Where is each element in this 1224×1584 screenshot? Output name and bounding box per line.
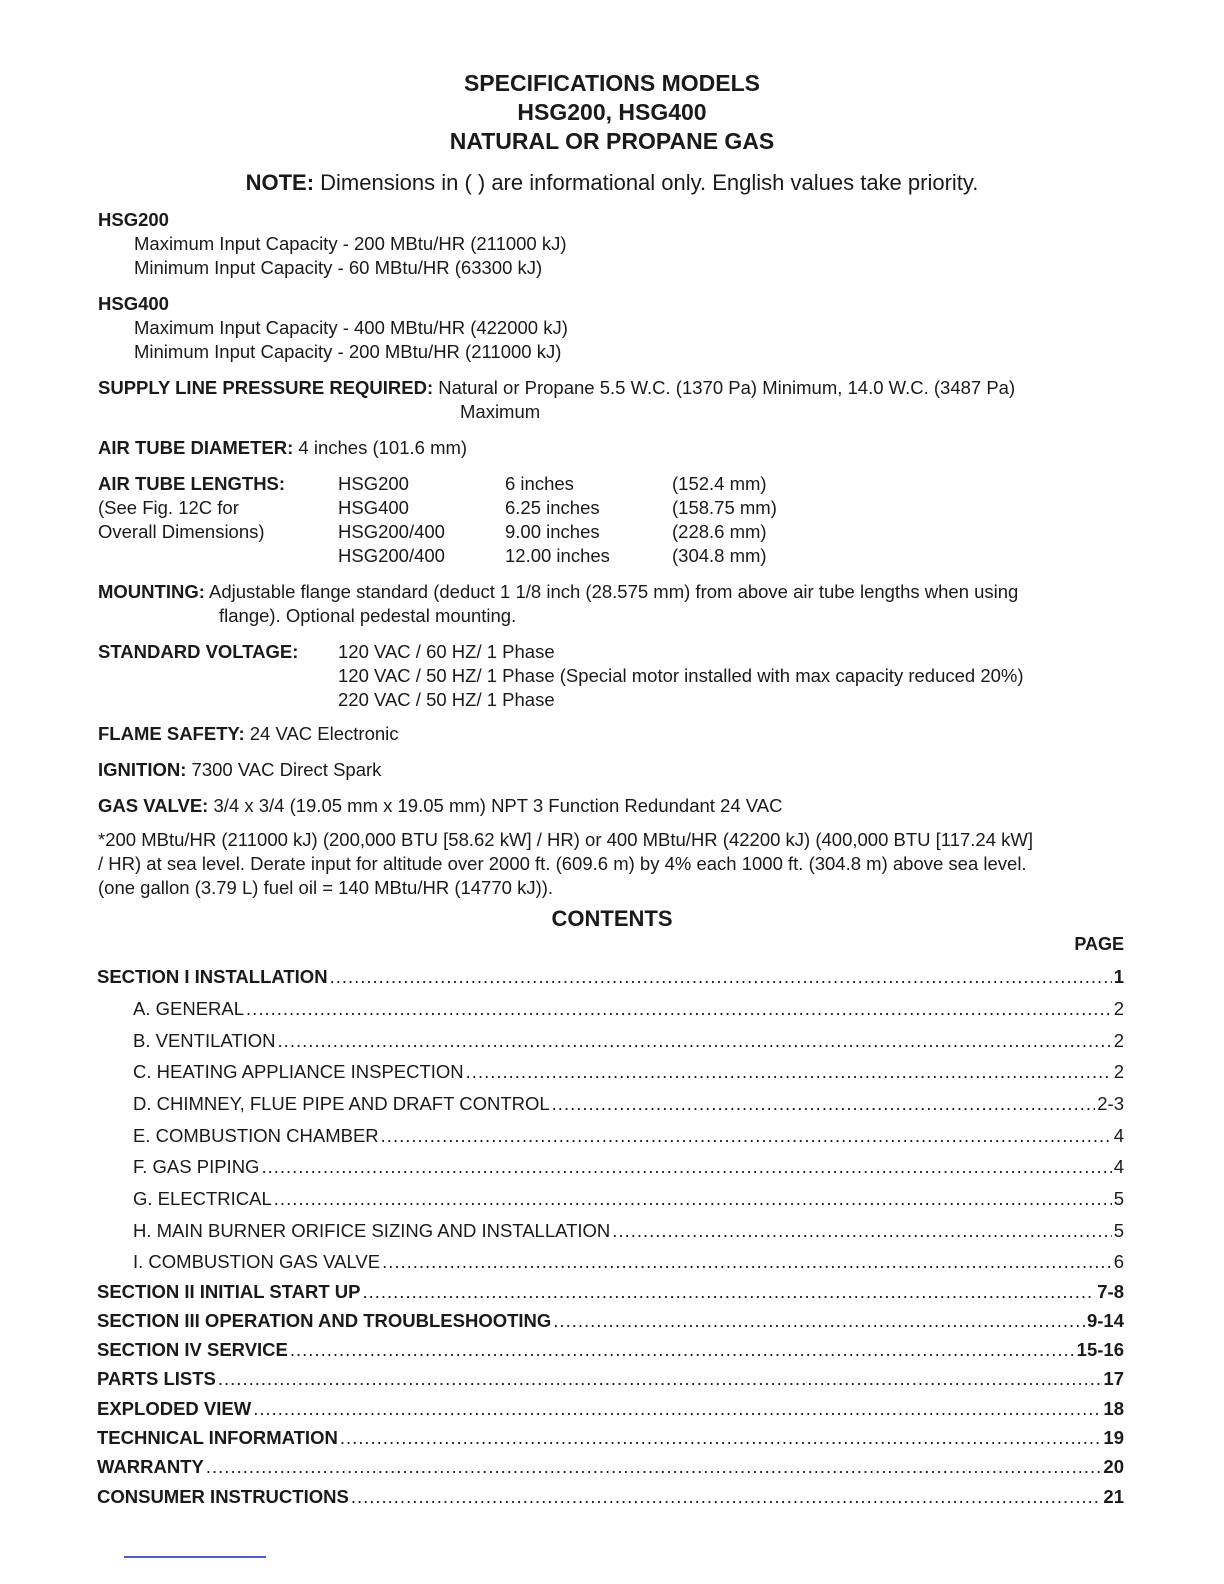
toc-leader-dots — [362, 1280, 1095, 1304]
toc-label: PARTS LISTS — [97, 1368, 216, 1389]
gas-valve-label: GAS VALVE: — [98, 795, 209, 816]
toc-entry[interactable] — [133, 1060, 1124, 1084]
air-length-model: HSG200 — [338, 473, 409, 494]
toc-leader-dots — [553, 1309, 1085, 1333]
page-column-header: PAGE — [1074, 934, 1124, 954]
air-length-value: 12.00 inches — [505, 545, 610, 566]
toc-entry[interactable] — [133, 1219, 1124, 1243]
air-length-model: HSG400 — [338, 497, 409, 518]
air-lengths-label: AIR TUBE LENGTHS: — [98, 473, 286, 494]
gas-valve-value: 3/4 x 3/4 (19.05 mm x 19.05 mm) NPT 3 Function Redundant 24 VAC — [213, 795, 783, 816]
toc-leader-dots — [612, 1219, 1111, 1243]
footer-rule — [124, 1556, 266, 1558]
air-length-model: HSG200/400 — [338, 545, 445, 566]
toc-page-number: 9-14 — [1086, 1310, 1124, 1331]
air-diameter-label: AIR TUBE DIAMETER: — [98, 437, 294, 458]
voltage-line: 120 VAC / 60 HZ/ 1 Phase — [338, 641, 555, 662]
mounting-line-2: flange). Optional pedestal mounting. — [219, 605, 517, 626]
air-length-metric: (158.75 mm) — [672, 497, 777, 518]
toc-label: H. MAIN BURNER ORIFICE SIZING AND INSTALLATION — [133, 1220, 611, 1241]
toc-label: WARRANTY — [97, 1456, 204, 1477]
air-diameter — [98, 436, 467, 460]
footnote-line-1: *200 MBtu/HR (211000 kJ) (200,000 BTU [58.62 kW] / HR) or 400 MBtu/HR (42200 kJ) (400,000 BTU [117.24 kW] — [98, 829, 1033, 850]
supply-line — [98, 376, 1015, 400]
ignition-value: 7300 VAC Direct Spark — [191, 759, 382, 780]
mounting-text-1: Adjustable flange standard (deduct 1 1/8 inch (28.575 mm) from above air tube lengths when using — [209, 581, 1019, 602]
toc-entry[interactable] — [97, 1309, 1124, 1333]
title-line-2: HSG200, HSG400 — [517, 99, 707, 125]
ignition — [98, 758, 381, 782]
toc-entry[interactable] — [133, 1029, 1124, 1053]
hsg200-min: Minimum Input Capacity - 60 MBtu/HR (63300 kJ) — [134, 257, 543, 278]
ignition-label: IGNITION: — [98, 759, 187, 780]
voltage-line: 220 VAC / 50 HZ/ 1 Phase — [338, 689, 555, 710]
toc-page-number: 2-3 — [1097, 1093, 1124, 1114]
toc-page-number: 2 — [1113, 998, 1124, 1019]
toc-entry[interactable] — [133, 1092, 1124, 1116]
toc-label: A. GENERAL — [133, 998, 245, 1019]
toc-leader-dots — [330, 965, 1112, 989]
air-diameter-value: 4 inches (101.6 mm) — [298, 437, 468, 458]
toc-label: EXPLODED VIEW — [97, 1398, 252, 1419]
air-length-value: 9.00 inches — [505, 521, 600, 542]
toc-label: C. HEATING APPLIANCE INSPECTION — [133, 1061, 464, 1082]
toc-leader-dots — [340, 1426, 1102, 1450]
toc-entry[interactable] — [97, 1455, 1124, 1479]
toc-label: G. ELECTRICAL — [133, 1188, 272, 1209]
contents-title: CONTENTS — [551, 906, 673, 931]
toc-label: E. COMBUSTION CHAMBER — [133, 1125, 379, 1146]
toc-label: F. GAS PIPING — [133, 1156, 260, 1177]
toc-page-number: 17 — [1103, 1368, 1124, 1389]
title-line-1: SPECIFICATIONS MODELS — [463, 70, 761, 96]
hsg400-min: Minimum Input Capacity - 200 MBtu/HR (211000 kJ) — [134, 341, 562, 362]
supply-value-1: Natural or Propane 5.5 W.C. (1370 Pa) Minimum, 14.0 W.C. (3487 Pa) — [438, 377, 1016, 398]
note-text: Dimensions in ( ) are informational only. English values take priority. — [314, 170, 979, 195]
toc-entry[interactable] — [97, 1485, 1124, 1509]
air-length-metric: (228.6 mm) — [672, 521, 767, 542]
toc-leader-dots — [218, 1367, 1102, 1391]
air-length-metric: (152.4 mm) — [672, 473, 767, 494]
toc-page-number: 5 — [1113, 1220, 1124, 1241]
toc-entry[interactable] — [97, 1280, 1124, 1304]
toc-leader-dots — [261, 1155, 1111, 1179]
hsg200-heading: HSG200 — [98, 209, 169, 230]
toc-label: SECTION IV SERVICE — [97, 1339, 288, 1360]
mounting-line-1 — [98, 580, 1018, 604]
toc-leader-dots — [466, 1060, 1112, 1084]
toc-leader-dots — [351, 1485, 1102, 1509]
supply-value-2: Maximum — [460, 401, 541, 422]
toc-entry[interactable] — [97, 1338, 1124, 1362]
toc-label: TECHNICAL INFORMATION — [97, 1427, 338, 1448]
air-length-model: HSG200/400 — [338, 521, 445, 542]
toc-page-number: 7-8 — [1097, 1281, 1124, 1302]
hsg200-max: Maximum Input Capacity - 200 MBtu/HR (211000 kJ) — [134, 233, 567, 254]
toc-leader-dots — [253, 1397, 1101, 1421]
toc-page-number: 19 — [1103, 1427, 1124, 1448]
gas-valve — [98, 794, 782, 818]
toc-leader-dots — [381, 1124, 1112, 1148]
toc-page-number: 15-16 — [1076, 1339, 1124, 1360]
mounting-label: MOUNTING: — [98, 581, 205, 602]
flame-value: 24 VAC Electronic — [249, 723, 399, 744]
toc-page-number: 2 — [1113, 1030, 1124, 1051]
toc-entry[interactable] — [133, 997, 1124, 1021]
toc-leader-dots — [278, 1029, 1112, 1053]
toc-label: SECTION I INSTALLATION — [97, 966, 328, 987]
title-line-3: NATURAL OR PROPANE GAS — [449, 128, 775, 154]
toc-leader-dots — [246, 997, 1112, 1021]
toc-page-number: 4 — [1113, 1125, 1124, 1146]
toc-leader-dots — [206, 1455, 1102, 1479]
toc-page-number: 21 — [1103, 1486, 1124, 1507]
toc-leader-dots — [382, 1250, 1112, 1274]
toc-page-number: 4 — [1113, 1156, 1124, 1177]
flame-label: FLAME SAFETY: — [98, 723, 245, 744]
hsg400-heading: HSG400 — [98, 293, 169, 314]
toc-entry[interactable] — [133, 1124, 1124, 1148]
toc-entry[interactable] — [97, 965, 1124, 989]
toc-page-number: 5 — [1113, 1188, 1124, 1209]
toc-page-number: 20 — [1103, 1456, 1124, 1477]
footnote-line-3: (one gallon (3.79 L) fuel oil = 140 MBtu/HR (14770 kJ)). — [98, 877, 554, 898]
footnote-line-2: / HR) at sea level. Derate input for altitude over 2000 ft. (609.6 m) by 4% each 1000 ft. (304.8 m) above sea level. — [98, 853, 1027, 874]
toc-entry[interactable] — [133, 1250, 1124, 1274]
voltage-label: STANDARD VOLTAGE: — [98, 641, 299, 662]
air-lengths-sub-1: (See Fig. 12C for — [98, 497, 239, 518]
air-length-value: 6 inches — [505, 473, 574, 494]
toc-label: SECTION II INITIAL START UP — [97, 1281, 361, 1302]
hsg400-max: Maximum Input Capacity - 400 MBtu/HR (422000 kJ) — [134, 317, 568, 338]
supply-label: SUPPLY LINE PRESSURE REQUIRED: — [98, 377, 434, 398]
toc-leader-dots — [552, 1092, 1096, 1116]
toc-leader-dots — [290, 1338, 1075, 1362]
toc-label: I. COMBUSTION GAS VALVE — [133, 1251, 381, 1272]
air-length-value: 6.25 inches — [505, 497, 600, 518]
air-length-metric: (304.8 mm) — [672, 545, 767, 566]
note — [0, 169, 1224, 197]
toc-page-number: 1 — [1113, 966, 1124, 987]
toc-label: SECTION III OPERATION AND TROUBLESHOOTING — [97, 1310, 552, 1331]
toc-entry[interactable] — [97, 1367, 1124, 1391]
toc-entry[interactable] — [133, 1187, 1124, 1211]
voltage-line: 120 VAC / 50 HZ/ 1 Phase (Special motor installed with max capacity reduced 20%) — [338, 665, 1024, 686]
toc-entry[interactable] — [97, 1426, 1124, 1450]
air-lengths-sub-2: Overall Dimensions) — [98, 521, 265, 542]
toc-entry[interactable] — [97, 1397, 1124, 1421]
toc-label: CONSUMER INSTRUCTIONS — [97, 1486, 349, 1507]
toc-page-number: 2 — [1113, 1061, 1124, 1082]
toc-entry[interactable] — [133, 1155, 1124, 1179]
toc-label: B. VENTILATION — [133, 1030, 276, 1051]
toc-leader-dots — [274, 1187, 1112, 1211]
toc-page-number: 6 — [1113, 1251, 1124, 1272]
note-label: NOTE: — [245, 170, 315, 195]
toc-label: D. CHIMNEY, FLUE PIPE AND DRAFT CONTROL — [133, 1093, 550, 1114]
toc-page-number: 18 — [1103, 1398, 1124, 1419]
flame-safety — [98, 722, 399, 746]
